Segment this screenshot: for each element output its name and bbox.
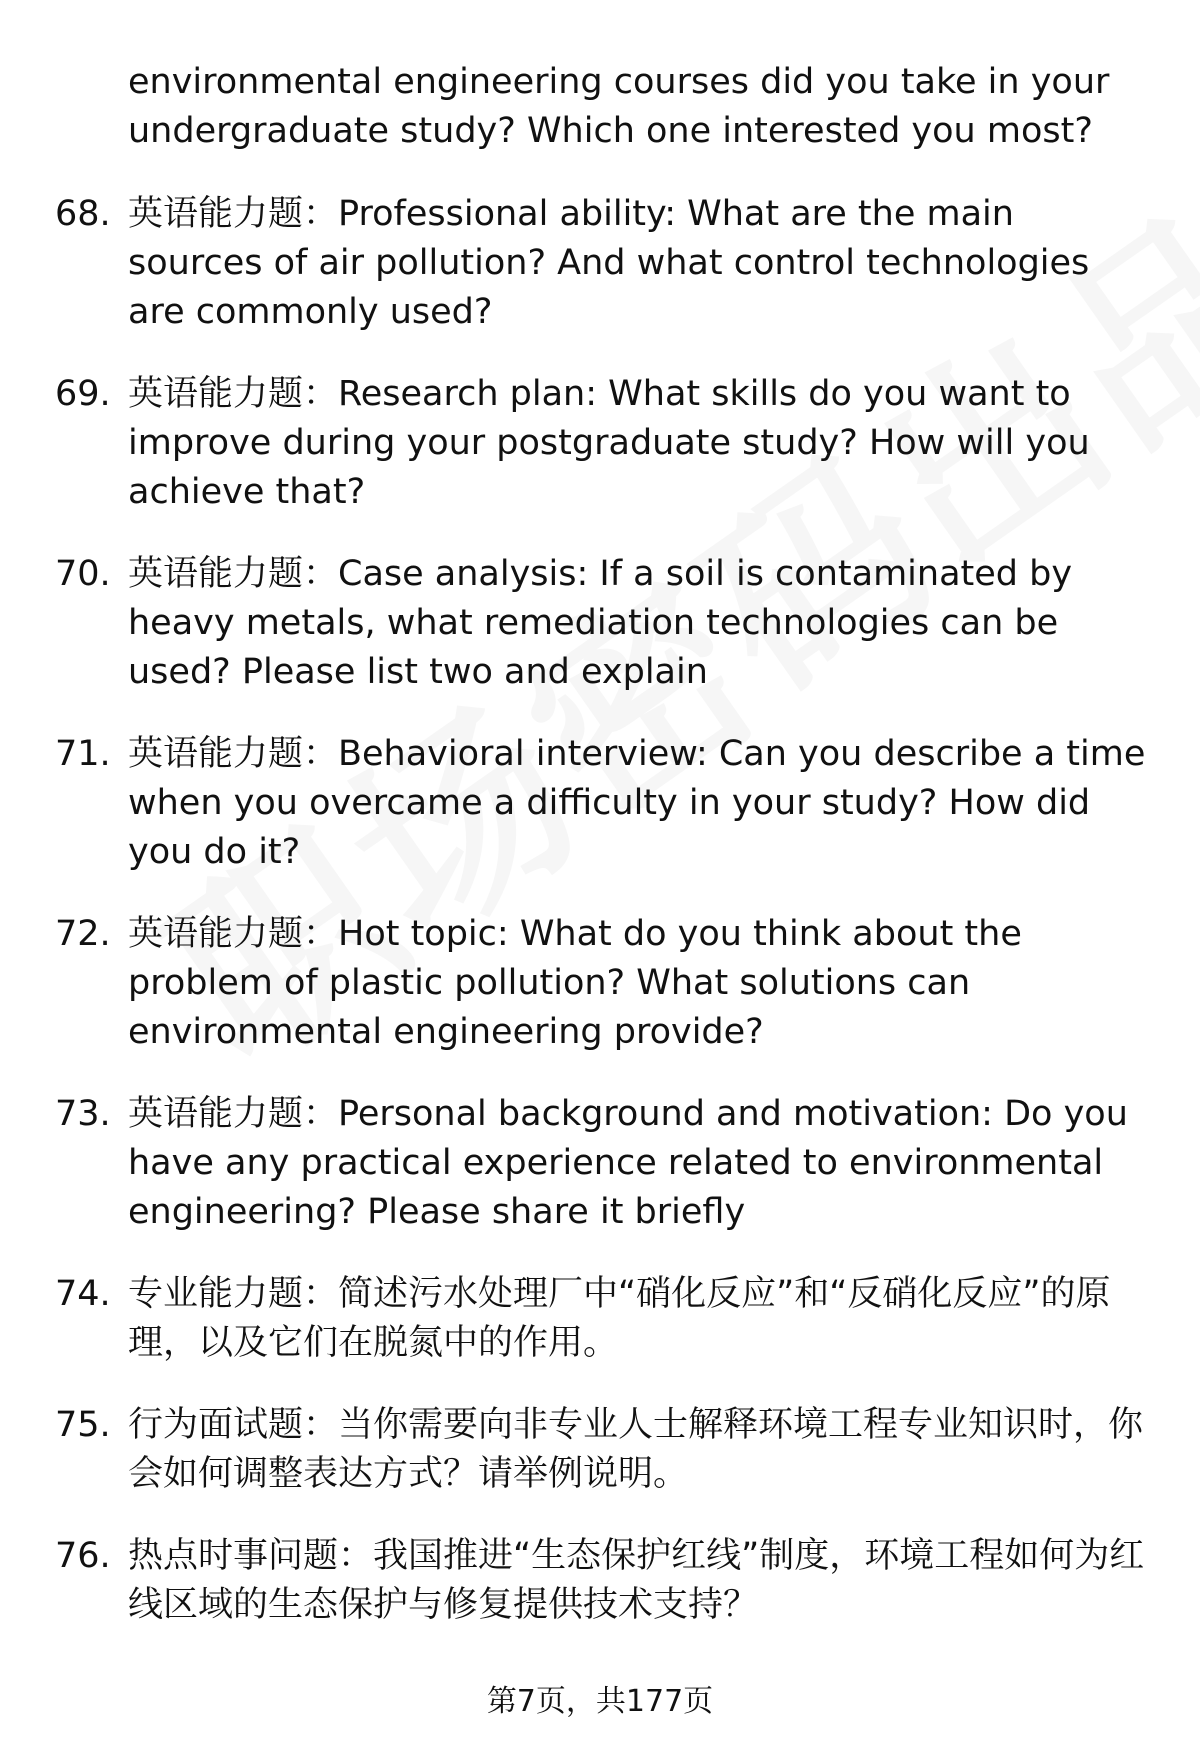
question-text: 英语能力题：Behavioral interview: Can you describe a time when you overcame a difficulty in your study? How did you do it?	[128, 734, 1146, 872]
question-text: 英语能力题：Professional ability: What are the main sources of air pollution? And what control technologies are commonly used?	[128, 194, 1090, 332]
question-text: 行为面试题：当你需要向非专业人士解释环境工程专业知识时，你会如何调整表达方式？请举例说明。	[128, 1405, 1144, 1494]
question-text: 英语能力题：Personal background and motivation: Do you have any practical experience related to environmental engineering? Please share it briefly	[128, 1094, 1128, 1232]
continued-question-text: environmental engineering courses did you take in your undergraduate study? Which one interested you most?	[128, 62, 1110, 151]
list-item	[55, 370, 1155, 517]
question-number: 71.	[55, 734, 111, 774]
list-item	[55, 550, 1155, 697]
question-text: 专业能力题：简述污水处理厂中“硝化反应”和“反硝化反应”的原理，以及它们在脱氮中的作用。	[128, 1274, 1111, 1363]
list-item	[55, 1401, 1155, 1499]
question-number: 69.	[55, 374, 111, 414]
question-number: 74.	[55, 1274, 111, 1314]
question-number: 73.	[55, 1094, 111, 1134]
page-footer: 第7页，共177页	[486, 1684, 714, 1719]
question-number: 70.	[55, 554, 111, 594]
question-text: 英语能力题：Research plan: What skills do you want to improve during your postgraduate study? How will you achieve that?	[128, 374, 1090, 512]
question-text: 英语能力题：Case analysis: If a soil is contaminated by heavy metals, what remediation technologies can be used? Please list two and explain	[128, 554, 1073, 692]
question-number: 76.	[55, 1536, 111, 1576]
question-number: 75.	[55, 1405, 111, 1445]
list-item	[55, 190, 1155, 337]
question-text: 英语能力题：Hot topic: What do you think about the problem of plastic pollution? What solutions can environmental engineering provide?	[128, 914, 1022, 1052]
question-number: 68.	[55, 194, 111, 234]
list-item	[55, 730, 1155, 877]
content	[55, 58, 1155, 1663]
question-number: 72.	[55, 914, 111, 954]
list-item	[55, 1090, 1155, 1237]
question-list	[55, 190, 1155, 1630]
list-item	[55, 910, 1155, 1057]
question-text: 热点时事问题：我国推进“生态保护红线”制度，环境工程如何为红线区域的生态保护与修复提供技术支持？	[128, 1536, 1145, 1625]
list-item	[55, 1532, 1155, 1630]
list-item	[55, 1270, 1155, 1368]
